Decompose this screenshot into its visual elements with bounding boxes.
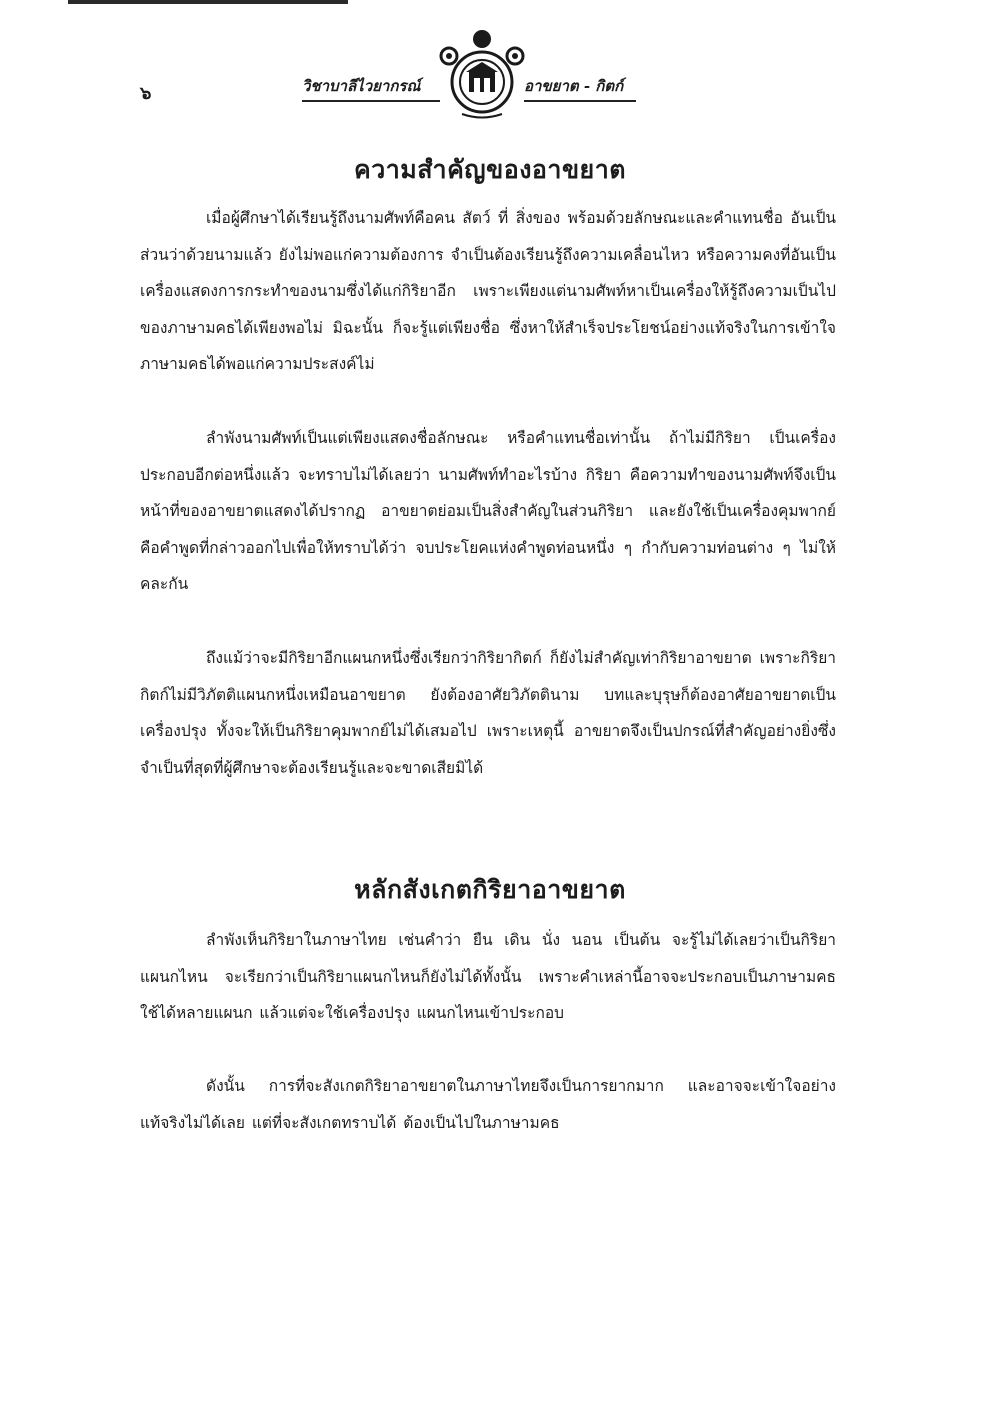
paragraph: ดังนั้น การที่จะสังเกตกิริยาอาขยาตในภาษาไทยจึงเป็นการยากมาก และอาจจะเข้าใจอย่างแท้จริงไม่ได้เลย แต่ที่จะสังเกตทราบได้ ต้องเป็นไปในภาษามคธ [140,1077,836,1132]
paragraph: ลำพังเห็นกิริยาในภาษาไทย เช่นคำว่า ยืน เดิน นั่ง นอน เป็นต้น จะรู้ไม่ได้เลยว่าเป็นกิริยาแผนกไหน จะเรียกว่าเป็นกิริยาแผนกไหนก็ยังไม่ได้ทั้งนั้น เพราะคำเหล่านี้อาจจะประกอบเป็นภาษามคธใช้ได้หลายแผนก แล้วแต่จะใช้เครื่องปรุง แผนกไหนเข้าประกอบ [140,931,836,1022]
running-header-left: วิชาบาลีไวยากรณ์ [302,74,440,102]
paragraph: เมื่อผู้ศึกษาได้เรียนรู้ถึงนามศัพท์คือคน สัตว์ ที่ สิ่งของ พร้อมด้วยลักษณะและคำแทนชื่อ อันเป็นส่วนว่าด้วยนามแล้ว ยังไม่พอแก่ความต้องการ จำเป็นต้องเรียนรู้ถึงความเคลื่อนไหว หรือความคงที่อันเป็นเครื่องแสดงการกระทำของนามซึ่งได้แก่กิริยาอีก เพราะเพียงแต่นามศัพท์หาเป็นเครื่องให้รู้ถึงความเป็นไปของภาษามคธได้เพียงพอไม่ มิฉะนั้น ก็จะรู้แต่เพียงชื่อ ซึ่งหาให้สำเร็จประโยชน์อย่างแท้จริงในการเข้าใจภาษามคธได้พอแก่ความประสงค์ไม่ [140,209,836,373]
top-edge-rule [68,0,348,4]
school-seal-emblem-icon [438,26,526,122]
section-title: ความสำคัญของอาขยาต [354,155,626,184]
paragraph: ถึงแม้ว่าจะมีกิริยาอีกแผนกหนึ่งซึ่งเรียกว่ากิริยากิตก์ ก็ยังไม่สำคัญเท่ากิริยาอาขยาต เพราะกิริยากิตก์ไม่มีวิภัตติแผนกหนึ่งเหมือนอาขยาต ยังต้องอาศัยวิภัตตินาม บทและบุรุษก็ต้องอาศัยอาขยาตเป็นเครื่องปรุง ทั้งจะให้เป็นกิริยาคุมพากย์ไม่ได้เสมอไป เพราะเหตุนี้ อาขยาตจึงเป็นปกรณ์ที่สำคัญอย่างยิ่งซึ่งจำเป็นที่สุดที่ผู้ศึกษาจะต้องเรียนรู้และจะขาดเสียมิได้ [140,649,836,777]
paragraph: ลำพังนามศัพท์เป็นแต่เพียงแสดงชื่อลักษณะ หรือคำแทนชื่อเท่านั้น ถ้าไม่มีกิริยา เป็นเครื่องประกอบอีกต่อหนึ่งแล้ว จะทราบไม่ได้เลยว่า นามศัพท์ทำอะไรบ้าง กิริยา คือความทำของนามศัพท์จึงเป็นหน้าที่ของอาขยาตแสดงได้ปรากฏ อาขยาตย่อมเป็นสิ่งสำคัญในส่วนกิริยา และยังใช้เป็นเครื่องคุมพากย์ คือคำพูดที่กล่าวออกไปเพื่อให้ทราบได้ว่า จบประโยคแห่งคำพูดท่อนหนึ่ง ๆ กำกับความท่อนต่าง ๆ ไม่ให้คละกัน [140,429,836,593]
running-header-right: อาขยาต - กิตก์ [524,74,636,102]
page-number: ๖ [140,83,152,104]
section-title: หลักสังเกตกิริยาอาขยาต [354,875,626,904]
